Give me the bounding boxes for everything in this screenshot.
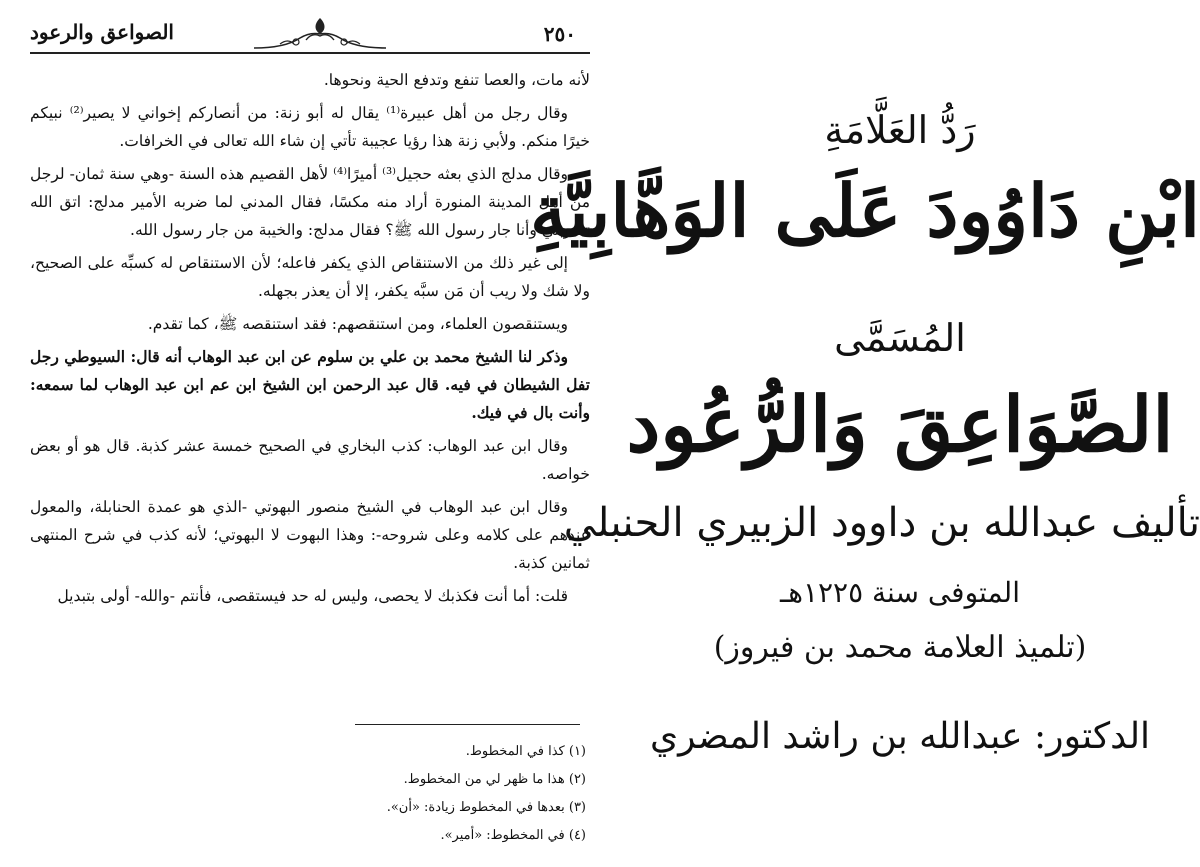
running-head [30, 14, 590, 54]
footnote-4: (٤) في المخطوط: «أمير». [440, 828, 586, 843]
paragraph-2: وقال رجل من أهل عبيرة⁽¹⁾ يقال له أبو زنة: من أنصاركم إخواني لا يصير⁽²⁾ نبيكم خيرًا منكم. ولأبي زنة هذا رؤيا عجيبة تأتي إن شاء الله تعالى في الخرافات. [30, 104, 590, 150]
book-title: الصَّوَاعِقَ وَالرُّعُود [626, 380, 1174, 469]
footnotes [30, 738, 586, 850]
paragraph-9: قلت: أما أنت فكذبك لا يحصى، وليس له حد فيستقصى، فأنتم -والله- أولى بتبديل [57, 587, 568, 605]
paragraph-6: وذكر لنا الشيخ محمد بن علي بن سلوم عن ابن عبد الوهاب أنه قال: السيوطي رجل تفل الشيطان في فيه. قال عبد الرحمن ابن الشيخ ابن عم ابن عبد الوهاب لما سمعه: وأنت بال في فيك. [30, 347, 590, 422]
footnote-2: (٢) هذا ما ظهر لي من المخطوط. [403, 772, 586, 787]
paragraph-3: وقال مدلج الذي بعثه حجيل⁽³⁾ أميرًا⁽⁴⁾ لأهل القصيم هذه السنة -وهي سنة ثمان- لرجل من أهل المدينة المنورة أراد منه مكسًا، فقال المدني لما ضربه الأمير مدلج: اتق الله تضربني وأنا جار رسول الله ﷺ؟ فقال مدلج: والخيبة من جار رسول الله. [30, 165, 590, 239]
student-note: (تلميذ العلامة محمد بن فيروز) [713, 630, 1087, 665]
footnote-rule [355, 724, 580, 725]
title-line-radd: رَدُّ العَلَّامَةِ [824, 108, 976, 152]
header-rule [30, 52, 590, 54]
title-line-main: ابْنِ دَاوُودَ عَلَى الوَهَّابِيَّةِ [530, 168, 1200, 253]
editor-line: الدكتور: عبدالله بن راشد المضري [649, 716, 1151, 757]
running-title: الصواعق والرعود [30, 20, 174, 44]
title-line-called: المُسَمَّى [834, 316, 966, 360]
paragraph-5: ويستنقصون العلماء، ومن استنقصهم: فقد استنقصه ﷺ، كما تقدم. [147, 315, 568, 333]
body-text [30, 66, 590, 615]
footnote-1: (١) كذا في المخطوط. [465, 744, 586, 759]
death-date: المتوفى سنة ١٢٢٥هـ [780, 576, 1020, 609]
footnote-3: (٣) بعدها في المخطوط زيادة: «أن». [386, 800, 586, 815]
ornament-icon [250, 14, 390, 54]
page-number: ٢٥٠ [543, 22, 576, 46]
paragraph-7: وقال ابن عبد الوهاب: كذب البخاري في الصحيح خمسة عشر كذبة. قال هو أو بعض خواصه. [30, 437, 590, 483]
author-line: تأليف عبدالله بن داوود الزبيري الحنبلي [563, 500, 1200, 546]
paragraph-4: إلى غير ذلك من الاستنقاص الذي يكفر فاعله؛ لأن الاستنقاص له كسبِّه على الصحيح، ولا شك ولا ريب أن مَن سبَّه يكفر، إلا أن يعذر بجهله. [30, 254, 590, 300]
paragraph-1: لأنه مات، والعصا تنفع وتدفع الحية ونحوها. [323, 71, 590, 89]
paragraph-8: وقال ابن عبد الوهاب في الشيخ منصور البهوتي -الذي هو عمدة الحنابلة، والمعول عندهم على كلامه وعلى شروحه-: وهذا البهوت لا البهوتي؛ لأنه كذب في شرح المنتهى ثمانين كذبة. [30, 498, 590, 572]
